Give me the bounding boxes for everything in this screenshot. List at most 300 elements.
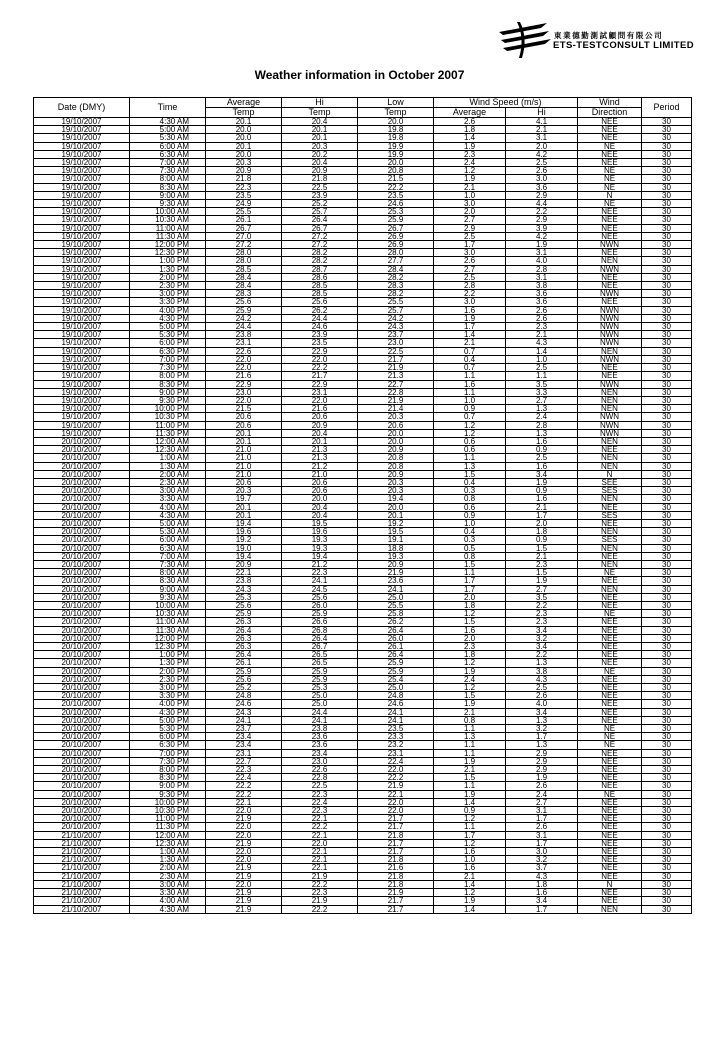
hi-temp-cell: 23.1: [282, 388, 358, 396]
low-temp-cell: 21.7: [358, 897, 434, 905]
wind-direction-cell: NE: [578, 610, 642, 618]
period-cell: 30: [642, 569, 692, 577]
table-row: [34, 470, 692, 478]
wind-direction-cell: NEE: [578, 839, 642, 847]
hi-temp-cell: 26.5: [282, 651, 358, 659]
avg-temp-cell: 26.1: [206, 659, 282, 667]
time-cell: 1:00 PM: [130, 651, 206, 659]
wind-avg-cell: 1.9: [434, 175, 506, 183]
wind-hi-cell: 2.5: [506, 364, 578, 372]
wind-avg-cell: 0.9: [434, 807, 506, 815]
time-cell: 8:00 AM: [130, 175, 206, 183]
wind-avg-cell: 2.0: [434, 593, 506, 601]
date-cell: 21/10/2007: [34, 831, 130, 839]
period-cell: 30: [642, 848, 692, 856]
hi-temp-cell: 20.6: [282, 478, 358, 486]
avg-temp-cell: 20.6: [206, 478, 282, 486]
low-temp-cell: 20.9: [358, 470, 434, 478]
wind-hi-cell: 2.9: [506, 757, 578, 765]
wind-hi-cell: 3.4: [506, 708, 578, 716]
avg-temp-cell: 22.6: [206, 347, 282, 355]
period-cell: 30: [642, 610, 692, 618]
period-cell: 30: [642, 626, 692, 634]
avg-temp-cell: 21.0: [206, 454, 282, 462]
table-row: [34, 216, 692, 224]
hi-temp-cell: 21.2: [282, 462, 358, 470]
time-cell: 4:00 PM: [130, 306, 206, 314]
wind-direction-cell: NEN: [578, 528, 642, 536]
wind-hi-cell: 2.4: [506, 413, 578, 421]
header-wind-speed: Wind Speed (m/s): [434, 98, 578, 108]
date-cell: 19/10/2007: [34, 265, 130, 273]
date-cell: 20/10/2007: [34, 528, 130, 536]
hi-temp-cell: 24.1: [282, 716, 358, 724]
wind-direction-cell: N: [578, 880, 642, 888]
low-temp-cell: 22.1: [358, 790, 434, 798]
table-row: [34, 856, 692, 864]
wind-direction-cell: NEE: [578, 643, 642, 651]
table-row: [34, 700, 692, 708]
period-cell: 30: [642, 815, 692, 823]
avg-temp-cell: 25.3: [206, 593, 282, 601]
avg-temp-cell: 22.0: [206, 848, 282, 856]
table-row: [34, 249, 692, 257]
hi-temp-cell: 21.7: [282, 372, 358, 380]
date-cell: 19/10/2007: [34, 380, 130, 388]
time-cell: 12:00 AM: [130, 437, 206, 445]
wind-hi-cell: 1.7: [506, 511, 578, 519]
time-cell: 10:00 PM: [130, 405, 206, 413]
wind-direction-cell: NWN: [578, 331, 642, 339]
table-row: [34, 355, 692, 363]
low-temp-cell: 26.1: [358, 643, 434, 651]
table-row: [34, 651, 692, 659]
wind-avg-cell: 0.6: [434, 446, 506, 454]
wind-avg-cell: 1.5: [434, 774, 506, 782]
wind-direction-cell: NEE: [578, 749, 642, 757]
wind-hi-cell: 1.3: [506, 429, 578, 437]
avg-temp-cell: 19.7: [206, 495, 282, 503]
wind-avg-cell: 1.6: [434, 864, 506, 872]
time-cell: 11:30 AM: [130, 232, 206, 240]
date-cell: 19/10/2007: [34, 232, 130, 240]
avg-temp-cell: 25.9: [206, 610, 282, 618]
avg-temp-cell: 20.1: [206, 437, 282, 445]
wind-avg-cell: 1.2: [434, 429, 506, 437]
avg-temp-cell: 20.9: [206, 167, 282, 175]
wind-avg-cell: 1.2: [434, 889, 506, 897]
wind-avg-cell: 3.0: [434, 249, 506, 257]
date-cell: 19/10/2007: [34, 118, 130, 126]
wind-avg-cell: 1.9: [434, 897, 506, 905]
avg-temp-cell: 21.9: [206, 889, 282, 897]
table-row: [34, 372, 692, 380]
wind-direction-cell: NEN: [578, 396, 642, 404]
hi-temp-cell: 22.1: [282, 856, 358, 864]
table-row: [34, 118, 692, 126]
avg-temp-cell: 21.9: [206, 815, 282, 823]
wind-hi-cell: 2.4: [506, 790, 578, 798]
date-cell: 20/10/2007: [34, 470, 130, 478]
wind-hi-cell: 2.5: [506, 454, 578, 462]
low-temp-cell: 25.9: [358, 667, 434, 675]
low-temp-cell: 21.7: [358, 905, 434, 913]
date-cell: 20/10/2007: [34, 675, 130, 683]
header-avg-temp-sub: Temp: [206, 108, 282, 118]
wind-direction-cell: NEE: [578, 675, 642, 683]
avg-temp-cell: 20.0: [206, 126, 282, 134]
wind-avg-cell: 1.1: [434, 741, 506, 749]
date-cell: 20/10/2007: [34, 684, 130, 692]
avg-temp-cell: 21.9: [206, 905, 282, 913]
period-cell: 30: [642, 290, 692, 298]
table-row: [34, 487, 692, 495]
wind-direction-cell: N: [578, 470, 642, 478]
low-temp-cell: 25.8: [358, 610, 434, 618]
hi-temp-cell: 19.5: [282, 519, 358, 527]
wind-avg-cell: 0.8: [434, 495, 506, 503]
time-cell: 5:00 PM: [130, 716, 206, 724]
hi-temp-cell: 20.6: [282, 487, 358, 495]
wind-direction-cell: NEE: [578, 118, 642, 126]
period-cell: 30: [642, 150, 692, 158]
avg-temp-cell: 24.6: [206, 700, 282, 708]
avg-temp-cell: 24.4: [206, 323, 282, 331]
table-row: [34, 905, 692, 913]
avg-temp-cell: 23.4: [206, 741, 282, 749]
low-temp-cell: 22.0: [358, 798, 434, 806]
time-cell: 8:30 PM: [130, 380, 206, 388]
wind-avg-cell: 1.1: [434, 569, 506, 577]
date-cell: 20/10/2007: [34, 593, 130, 601]
hi-temp-cell: 21.9: [282, 872, 358, 880]
wind-direction-cell: NEE: [578, 503, 642, 511]
date-cell: 20/10/2007: [34, 478, 130, 486]
period-cell: 30: [642, 380, 692, 388]
wind-direction-cell: NEE: [578, 782, 642, 790]
wind-direction-cell: NWN: [578, 290, 642, 298]
period-cell: 30: [642, 355, 692, 363]
hi-temp-cell: 25.0: [282, 692, 358, 700]
avg-temp-cell: 22.0: [206, 807, 282, 815]
wind-hi-cell: 2.7: [506, 585, 578, 593]
avg-temp-cell: 25.6: [206, 675, 282, 683]
period-cell: 30: [642, 716, 692, 724]
hi-temp-cell: 20.1: [282, 134, 358, 142]
low-temp-cell: 21.6: [358, 864, 434, 872]
date-cell: 20/10/2007: [34, 446, 130, 454]
date-cell: 20/10/2007: [34, 741, 130, 749]
period-cell: 30: [642, 282, 692, 290]
wind-direction-cell: NEN: [578, 437, 642, 445]
hi-temp-cell: 22.0: [282, 396, 358, 404]
wind-avg-cell: 2.6: [434, 257, 506, 265]
wind-direction-cell: SES: [578, 536, 642, 544]
date-cell: 20/10/2007: [34, 667, 130, 675]
wind-direction-cell: NWN: [578, 380, 642, 388]
hi-temp-cell: 22.0: [282, 355, 358, 363]
hi-temp-cell: 22.9: [282, 347, 358, 355]
wind-hi-cell: 3.4: [506, 470, 578, 478]
period-cell: 30: [642, 208, 692, 216]
low-temp-cell: 22.7: [358, 380, 434, 388]
wind-hi-cell: 2.1: [506, 126, 578, 134]
date-cell: 21/10/2007: [34, 864, 130, 872]
wind-avg-cell: 2.9: [434, 224, 506, 232]
date-cell: 21/10/2007: [34, 889, 130, 897]
table-row: [34, 708, 692, 716]
hi-temp-cell: 26.0: [282, 601, 358, 609]
period-cell: 30: [642, 552, 692, 560]
date-cell: 19/10/2007: [34, 364, 130, 372]
avg-temp-cell: 24.3: [206, 708, 282, 716]
wind-direction-cell: NEE: [578, 593, 642, 601]
time-cell: 4:30 AM: [130, 118, 206, 126]
low-temp-cell: 20.3: [358, 487, 434, 495]
period-cell: 30: [642, 421, 692, 429]
wind-direction-cell: NEE: [578, 216, 642, 224]
wind-hi-cell: 3.8: [506, 667, 578, 675]
table-row: [34, 536, 692, 544]
wind-hi-cell: 3.7: [506, 864, 578, 872]
low-temp-cell: 21.7: [358, 823, 434, 831]
period-cell: 30: [642, 528, 692, 536]
hi-temp-cell: 25.0: [282, 700, 358, 708]
wind-hi-cell: 3.4: [506, 626, 578, 634]
wind-avg-cell: 2.1: [434, 708, 506, 716]
avg-temp-cell: 22.3: [206, 183, 282, 191]
avg-temp-cell: 20.6: [206, 413, 282, 421]
low-temp-cell: 19.1: [358, 536, 434, 544]
wind-direction-cell: NEE: [578, 282, 642, 290]
low-temp-cell: 22.2: [358, 774, 434, 782]
avg-temp-cell: 22.0: [206, 396, 282, 404]
table-row: [34, 839, 692, 847]
wind-direction-cell: NEE: [578, 273, 642, 281]
hi-temp-cell: 25.3: [282, 684, 358, 692]
wind-direction-cell: NE: [578, 142, 642, 150]
hi-temp-cell: 22.5: [282, 183, 358, 191]
wind-hi-cell: 3.0: [506, 175, 578, 183]
time-cell: 11:30 AM: [130, 626, 206, 634]
hi-temp-cell: 19.3: [282, 544, 358, 552]
wind-direction-cell: NEE: [578, 298, 642, 306]
time-cell: 3:00 AM: [130, 487, 206, 495]
date-cell: 19/10/2007: [34, 249, 130, 257]
period-cell: 30: [642, 495, 692, 503]
time-cell: 10:30 PM: [130, 807, 206, 815]
hi-temp-cell: 26.8: [282, 626, 358, 634]
wind-avg-cell: 1.9: [434, 314, 506, 322]
time-cell: 6:00 PM: [130, 339, 206, 347]
wind-hi-cell: 2.3: [506, 610, 578, 618]
wind-hi-cell: 1.1: [506, 372, 578, 380]
table-row: [34, 585, 692, 593]
wind-hi-cell: 3.9: [506, 224, 578, 232]
hi-temp-cell: 26.7: [282, 224, 358, 232]
period-cell: 30: [642, 298, 692, 306]
wind-avg-cell: 1.2: [434, 421, 506, 429]
table-row: [34, 626, 692, 634]
wind-direction-cell: NEE: [578, 872, 642, 880]
date-cell: 20/10/2007: [34, 569, 130, 577]
low-temp-cell: 21.9: [358, 889, 434, 897]
wind-avg-cell: 0.4: [434, 528, 506, 536]
date-cell: 19/10/2007: [34, 224, 130, 232]
wind-avg-cell: 2.1: [434, 766, 506, 774]
period-cell: 30: [642, 232, 692, 240]
header-hi-temp-sub: Temp: [282, 108, 358, 118]
avg-temp-cell: 25.6: [206, 298, 282, 306]
wind-hi-cell: 1.7: [506, 815, 578, 823]
low-temp-cell: 20.0: [358, 118, 434, 126]
hi-temp-cell: 20.4: [282, 511, 358, 519]
period-cell: 30: [642, 511, 692, 519]
period-cell: 30: [642, 118, 692, 126]
time-cell: 2:30 PM: [130, 282, 206, 290]
table-row: [34, 577, 692, 585]
avg-temp-cell: 21.8: [206, 175, 282, 183]
time-cell: 12:30 PM: [130, 643, 206, 651]
low-temp-cell: 20.0: [358, 429, 434, 437]
time-cell: 8:30 AM: [130, 577, 206, 585]
time-cell: 2:00 PM: [130, 667, 206, 675]
low-temp-cell: 19.8: [358, 134, 434, 142]
hi-temp-cell: 22.1: [282, 831, 358, 839]
time-cell: 7:30 PM: [130, 757, 206, 765]
wind-hi-cell: 2.9: [506, 749, 578, 757]
ets-logo-icon: [497, 20, 555, 60]
wind-avg-cell: 1.4: [434, 798, 506, 806]
wind-direction-cell: NEE: [578, 815, 642, 823]
time-cell: 3:30 PM: [130, 692, 206, 700]
date-cell: 19/10/2007: [34, 175, 130, 183]
avg-temp-cell: 21.0: [206, 470, 282, 478]
wind-hi-cell: 1.8: [506, 880, 578, 888]
wind-avg-cell: 1.2: [434, 839, 506, 847]
date-cell: 20/10/2007: [34, 708, 130, 716]
date-cell: 19/10/2007: [34, 339, 130, 347]
wind-hi-cell: 1.6: [506, 462, 578, 470]
period-cell: 30: [642, 224, 692, 232]
avg-temp-cell: 27.0: [206, 232, 282, 240]
table-row: [34, 503, 692, 511]
wind-direction-cell: NE: [578, 175, 642, 183]
date-cell: 19/10/2007: [34, 396, 130, 404]
wind-hi-cell: 2.9: [506, 216, 578, 224]
wind-direction-cell: NEE: [578, 446, 642, 454]
table-row: [34, 741, 692, 749]
hi-temp-cell: 20.9: [282, 421, 358, 429]
avg-temp-cell: 19.6: [206, 528, 282, 536]
wind-hi-cell: 2.7: [506, 798, 578, 806]
date-cell: 20/10/2007: [34, 495, 130, 503]
wind-direction-cell: NE: [578, 200, 642, 208]
low-temp-cell: 20.8: [358, 167, 434, 175]
date-cell: 20/10/2007: [34, 774, 130, 782]
wind-hi-cell: 2.9: [506, 191, 578, 199]
low-temp-cell: 21.4: [358, 405, 434, 413]
table-row: [34, 823, 692, 831]
period-cell: 30: [642, 372, 692, 380]
wind-direction-cell: NEE: [578, 224, 642, 232]
wind-avg-cell: 0.9: [434, 405, 506, 413]
period-cell: 30: [642, 889, 692, 897]
avg-temp-cell: 26.3: [206, 618, 282, 626]
date-cell: 20/10/2007: [34, 462, 130, 470]
wind-direction-cell: NEE: [578, 134, 642, 142]
avg-temp-cell: 21.6: [206, 372, 282, 380]
time-cell: 12:00 PM: [130, 634, 206, 642]
date-cell: 21/10/2007: [34, 848, 130, 856]
table-row: [34, 134, 692, 142]
wind-hi-cell: 2.3: [506, 618, 578, 626]
wind-hi-cell: 1.4: [506, 347, 578, 355]
period-cell: 30: [642, 823, 692, 831]
avg-temp-cell: 24.3: [206, 585, 282, 593]
hi-temp-cell: 21.2: [282, 560, 358, 568]
date-cell: 20/10/2007: [34, 519, 130, 527]
table-row: [34, 848, 692, 856]
company-name-chinese: 東業德勤測試顧問有限公司: [554, 31, 664, 40]
time-cell: 11:00 PM: [130, 421, 206, 429]
date-cell: 20/10/2007: [34, 577, 130, 585]
low-temp-cell: 26.9: [358, 232, 434, 240]
table-row: [34, 413, 692, 421]
period-cell: 30: [642, 667, 692, 675]
avg-temp-cell: 27.2: [206, 241, 282, 249]
period-cell: 30: [642, 856, 692, 864]
low-temp-cell: 24.6: [358, 700, 434, 708]
period-cell: 30: [642, 134, 692, 142]
avg-temp-cell: 22.3: [206, 766, 282, 774]
wind-direction-cell: NEE: [578, 159, 642, 167]
time-cell: 10:00 AM: [130, 208, 206, 216]
low-temp-cell: 25.5: [358, 601, 434, 609]
wind-hi-cell: 2.6: [506, 692, 578, 700]
hi-temp-cell: 23.0: [282, 757, 358, 765]
date-cell: 19/10/2007: [34, 134, 130, 142]
wind-avg-cell: 2.7: [434, 216, 506, 224]
low-temp-cell: 24.3: [358, 323, 434, 331]
avg-temp-cell: 28.0: [206, 257, 282, 265]
wind-hi-cell: 2.0: [506, 519, 578, 527]
period-cell: 30: [642, 216, 692, 224]
wind-avg-cell: 1.2: [434, 815, 506, 823]
avg-temp-cell: 25.6: [206, 601, 282, 609]
date-cell: 20/10/2007: [34, 798, 130, 806]
wind-avg-cell: 0.6: [434, 503, 506, 511]
hi-temp-cell: 22.6: [282, 766, 358, 774]
date-cell: 19/10/2007: [34, 167, 130, 175]
wind-avg-cell: 2.5: [434, 232, 506, 240]
wind-hi-cell: 4.0: [506, 700, 578, 708]
table-row: [34, 282, 692, 290]
low-temp-cell: 21.7: [358, 848, 434, 856]
wind-direction-cell: NWN: [578, 429, 642, 437]
table-row: [34, 265, 692, 273]
hi-temp-cell: 28.6: [282, 273, 358, 281]
time-cell: 2:00 PM: [130, 273, 206, 281]
hi-temp-cell: 21.8: [282, 175, 358, 183]
hi-temp-cell: 20.2: [282, 150, 358, 158]
table-row: [34, 766, 692, 774]
wind-direction-cell: NEE: [578, 684, 642, 692]
hi-temp-cell: 20.0: [282, 495, 358, 503]
low-temp-cell: 20.8: [358, 462, 434, 470]
table-row: [34, 364, 692, 372]
wind-avg-cell: 2.1: [434, 183, 506, 191]
